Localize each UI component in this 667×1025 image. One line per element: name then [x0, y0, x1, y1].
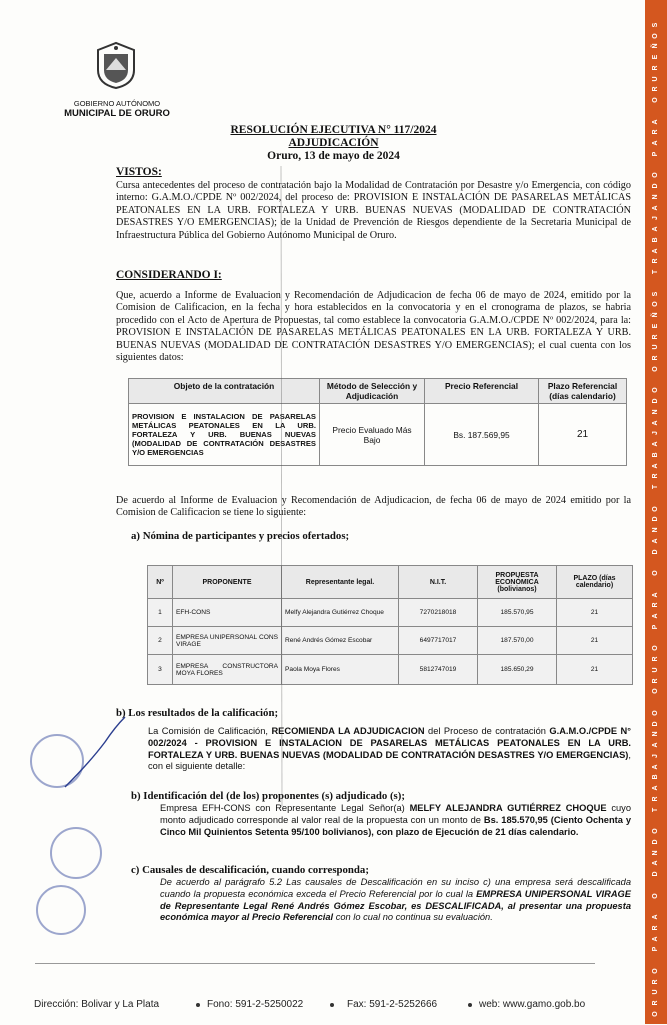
vistos-heading: VISTOS:: [116, 166, 162, 178]
side-banner-letter: A: [652, 860, 659, 866]
bold-span: MELFY ALEJANDRA GUTIÉRREZ CHOQUE: [409, 803, 607, 813]
table-header-cell: PLAZO (días calendario): [557, 566, 633, 599]
side-banner-letter: D: [652, 398, 659, 404]
side-banner-letter: Ñ: [652, 43, 659, 49]
side-banner-letter: D: [652, 839, 659, 845]
side-banner-letter: S: [652, 22, 659, 28]
side-banner-letter: A: [652, 463, 659, 469]
text-span: , con el siguiente detalle:: [148, 749, 631, 772]
bold-span: G.A.M.O./CPDE N° 002/2024 - PROVISION E INSTALACION DE PASARELAS METÁLICAS PEATONALES EN LA URB. FORTALEZA Y URB. BUENAS NUEVAS (MODALIDAD DE CONTRATACIÓN DESASTRES Y/O EMERGENCIAS): [148, 726, 631, 760]
side-banner-letter: O: [652, 32, 659, 39]
side-banner-letter: J: [652, 753, 659, 758]
side-banner-letter: O: [652, 570, 659, 576]
side-banner-letter: O: [652, 505, 659, 512]
municipal-shield-logo: [92, 40, 140, 90]
side-banner-letter: N: [652, 409, 659, 415]
side-banner-letter: O: [652, 688, 659, 695]
side-banner-letter: B: [652, 237, 659, 243]
header-line2: MUNICIPAL DE ORURO: [64, 108, 170, 119]
table-header-cell: PROPUESTA ECONÓMICA (bolivianos): [478, 566, 557, 599]
participants-table: [147, 565, 633, 685]
side-banner-letter: R: [652, 796, 659, 802]
bold-span: Bs. 185.570,95 (Ciento Ochenta y Cinco Mil Quinientos Setenta 95/100 bolivianos), con plazo de Ejecución de 21 días calendario.: [160, 814, 632, 837]
side-banner-letter: R: [652, 979, 659, 985]
side-banner-letter: R: [652, 656, 659, 662]
side-banner-letter: A: [652, 441, 659, 447]
text-span: cuyo monto adjudicado corresponde al valor real de la propuesta con un monto de: [160, 803, 631, 825]
table-cell: EMPRESA UNIPERSONAL CONS VIRAGE: [173, 627, 282, 655]
side-banner-letter: R: [652, 258, 659, 264]
side-banner-letter: N: [652, 194, 659, 200]
table-cell: 5812747019: [399, 655, 478, 685]
table-cell: 21: [557, 599, 633, 627]
side-banner-letter: R: [652, 355, 659, 361]
table-header-cell: Precio Referencial: [425, 379, 539, 404]
table-cell: Paola Moya Flores: [282, 655, 399, 685]
side-banner-letter: A: [652, 592, 659, 598]
resolution-title: RESOLUCIÓN EJECUTIVA N° 117/2024: [230, 124, 437, 136]
side-banner-letter: E: [652, 323, 659, 329]
table-row: [148, 627, 633, 655]
footer-separator: [196, 1003, 200, 1007]
considerando-text: Que, acuerdo a Informe de Evaluacion y Recomendación de Adjudicacion de fecha 06 de mayo de 2024, emitido por la Comision de Calificacion, en la fecha y hora establecidos en la convocatoria y en el cronograma de plazos, se habria procedido con el Acto de Apertura de Propuestas, tal como establece la convocatoria G.A.M.O./CPDE Nº 002/2024, para la: PROVISION E INSTALACIÓN DE PASARELAS METÁLICAS PEATONALES EN LA URB. FORTALEZA Y URB. BUENAS NUEVAS (MODALIDAD DE CONTRATACIÓN DESASTRES Y/O EMERGENCIAS); el cual cuenta con los siguientes datos:: [116, 290, 631, 364]
section-b1-heading: b) Los resultados de la calificación;: [116, 707, 279, 719]
table-header-cell: PROPONENTE: [173, 566, 282, 599]
text-span: De acuerdo al parágrafo 5.2 Las causales de Descalificación en su inciso c) una empresa será descalificada cuando la propuesta económica exceda el Precio Referencial por lo cual la: [160, 877, 631, 899]
side-banner-letter: N: [652, 850, 659, 856]
side-banner-letter: J: [652, 431, 659, 436]
table-header-row: [129, 379, 627, 404]
signature-mark: [60, 712, 130, 792]
side-banner-letter: A: [652, 914, 659, 920]
table-cell: 1: [148, 599, 173, 627]
table-cell: 6497717017: [399, 627, 478, 655]
table-cell: PROVISION E INSTALACION DE PASARELAS METÁLICAS PEATONALES EN LA URB. FORTALEZA Y URB. BUENAS NUEVAS (MODALIDAD DE CONTRATACIÓN DESASTRES Y/O EMERGENCIAS: [129, 404, 320, 466]
side-banner-letter: U: [652, 344, 659, 350]
side-banner-letter: N: [652, 527, 659, 533]
footer-fax: Fax: 591-2-5252666: [347, 999, 438, 1010]
side-banner-letter: D: [652, 183, 659, 189]
side-banner-letter: U: [652, 989, 659, 996]
side-banner-letter: A: [652, 613, 659, 619]
side-banner-letter: R: [652, 65, 659, 71]
side-banner-letter: R: [652, 334, 659, 340]
side-banner-letter: A: [652, 764, 659, 770]
contract-table: [128, 378, 627, 466]
side-banner-letter: O: [652, 828, 659, 834]
intro-text-2: De acuerdo al Informe de Evaluacion y Recomendación de Adjudicacion, de fecha 06 de mayo de 2024 emitido por la Comision de Calificacion se tiene lo siguiente:: [116, 495, 631, 519]
side-banner-letter: U: [652, 75, 659, 82]
table-cell: 3: [148, 655, 173, 685]
side-banner-letter: U: [652, 667, 659, 673]
side-banner-letter: D: [652, 721, 659, 727]
side-banner-letter: T: [652, 269, 659, 275]
side-banner-letter: O: [652, 968, 659, 974]
side-banner-letter: J: [652, 216, 659, 221]
side-banner-letter: S: [652, 291, 659, 296]
side-banner-letter: R: [652, 602, 659, 608]
section-b2-heading: b) Identificación del (de los) proponentes (s) adjudicado (s);: [131, 790, 405, 802]
side-banner-letter: N: [652, 731, 659, 737]
side-banner-letter: E: [652, 54, 659, 60]
side-banner-letter: A: [652, 785, 659, 791]
table-header-row: [148, 566, 633, 599]
bold-span: EMPRESA UNIPERSONAL VIRAGE de Representante Legal René Andrés Gómez Escobar, es DESCALIFICADA, al presentar una propuesta económica mayor al Precio Referencial: [160, 888, 631, 923]
round-stamp: [50, 827, 102, 879]
header-line1: GOBIERNO AUTÓNOMO: [73, 99, 161, 108]
side-banner-letter: A: [652, 226, 659, 232]
table-row: [148, 655, 633, 685]
footer-separator: [330, 1003, 334, 1007]
side-banner-letter: O: [652, 645, 659, 652]
table-cell: 187.570,00: [478, 627, 557, 655]
side-banner-letter: B: [652, 452, 659, 458]
side-banner-letter: D: [652, 871, 659, 877]
side-banner-letter: R: [652, 678, 659, 684]
resolution-subtitle: ADJUDICACIÓN: [288, 137, 379, 149]
side-banner-letter: A: [652, 936, 659, 942]
side-banner-letter: O: [652, 1011, 659, 1017]
side-banner-letter: A: [652, 140, 659, 146]
side-banner-letter: B: [652, 774, 659, 780]
section-c-heading: c) Causales de descalificación, cuando corresponda;: [131, 864, 369, 876]
text-span: del Proceso de contratación: [424, 726, 550, 736]
footer-address: Dirección: Bolivar y La Plata: [34, 999, 160, 1010]
table-header-cell: Objeto de la contratación: [129, 379, 320, 404]
table-header-cell: N.I.T.: [399, 566, 478, 599]
table-header-cell: Plazo Referencial (días calendario): [539, 379, 627, 404]
side-banner-letter: R: [652, 473, 659, 479]
vistos-text: Cursa antecedentes del proceso de contratación bajo la Modalidad de Contratación por Desastre y/o Emergencia, con código interno: G.A.M.O./CPDE Nº 002/2024, del proceso de: PROVISION E INSTALACIÓN DE PASARELAS METÁLICAS PEATONALES EN LA URB. FORTALEZA Y URB. BUENAS NUEVAS (MODALIDAD DE CONTRATACIÓN DESASTRES Y/O EMERGENCIAS); de la Unidad de Prevención de Riesgos dependiente de la Secretaria Municipal de Infraestructura Pública del Gobierno Autónomo Municipal de Oruro.: [116, 180, 631, 241]
side-banner-letter: A: [652, 742, 659, 748]
table-cell: 2: [148, 627, 173, 655]
footer-web: web: www.gamo.gob.bo: [479, 999, 586, 1010]
footer-separator: [468, 1003, 472, 1007]
footer-divider: [35, 963, 595, 964]
side-banner-letter: D: [652, 549, 659, 555]
text-span: con lo cual no continua su evaluación.: [333, 912, 493, 923]
section-a-heading: a) Nómina de participantes y precios ofertados;: [131, 530, 350, 542]
side-banner-letter: R: [652, 1000, 659, 1006]
table-header-cell: Método de Selección y Adjudicación: [320, 379, 425, 404]
table-header-cell: Nº: [148, 566, 173, 599]
table-cell: Precio Evaluado Más Bajo: [320, 404, 425, 466]
side-banner-letter: P: [652, 151, 659, 157]
table-row: [148, 599, 633, 627]
table-row: [129, 404, 627, 466]
round-stamp: [36, 885, 86, 935]
table-cell: 21: [539, 404, 627, 466]
table-cell: Bs. 187.569,95: [425, 404, 539, 466]
section-c-text: [160, 877, 631, 924]
side-banner-letter: A: [652, 118, 659, 125]
table-cell: EMPRESA CONSTRUCTORA MOYA FLORES: [173, 655, 282, 685]
bold-span: RECOMIENDA LA ADJUDICACION: [271, 726, 425, 736]
table-cell: 21: [557, 627, 633, 655]
side-banner-letter: O: [652, 366, 659, 372]
side-banner-letter: A: [652, 205, 659, 211]
side-banner-letter: R: [652, 925, 659, 931]
footer-phone: Fono: 591-2-5250022: [207, 999, 304, 1010]
table-cell: 21: [557, 655, 633, 685]
side-banner-letter: A: [652, 248, 659, 254]
table-cell: René Andrés Gómez Escobar: [282, 627, 399, 655]
side-banner-letter: D: [652, 516, 659, 522]
side-banner-letter: T: [652, 484, 659, 490]
text-span: La Comisión de Calificación,: [148, 726, 272, 736]
text-span: Empresa EFH-CONS con Representante Legal Señor(a): [160, 803, 410, 813]
side-banner-letter: Ñ: [652, 312, 659, 318]
considerando-heading: CONSIDERANDO I:: [116, 269, 222, 281]
side-banner-letter: O: [652, 710, 659, 716]
side-banner-letter: A: [652, 420, 659, 426]
side-banner-letter: R: [652, 86, 659, 92]
side-banner-letter: P: [652, 624, 659, 630]
side-banner-letter: O: [652, 172, 659, 179]
side-banner-letter: P: [652, 947, 659, 952]
side-banner-letter: T: [652, 807, 659, 812]
resolution-date: Oruro, 13 de mayo de 2024: [267, 150, 400, 162]
table-cell: 185.570,95: [478, 599, 557, 627]
side-banner-letter: O: [652, 387, 659, 394]
table-cell: 7270218018: [399, 599, 478, 627]
side-banner-letter: O: [652, 301, 659, 308]
section-b2-text: [160, 803, 631, 838]
side-banner-letter: O: [652, 97, 659, 103]
table-cell: Melfy Alejandra Gutiérrez Choque: [282, 599, 399, 627]
side-banner-letter: R: [652, 129, 659, 135]
side-banner-letter: O: [652, 893, 659, 899]
section-b1-text: [148, 726, 631, 773]
table-cell: 185.650,29: [478, 655, 557, 685]
side-banner-letter: A: [652, 538, 659, 544]
signature-mark: [266, 166, 296, 806]
table-header-cell: Representante legal.: [282, 566, 399, 599]
table-cell: EFH-CONS: [173, 599, 282, 627]
